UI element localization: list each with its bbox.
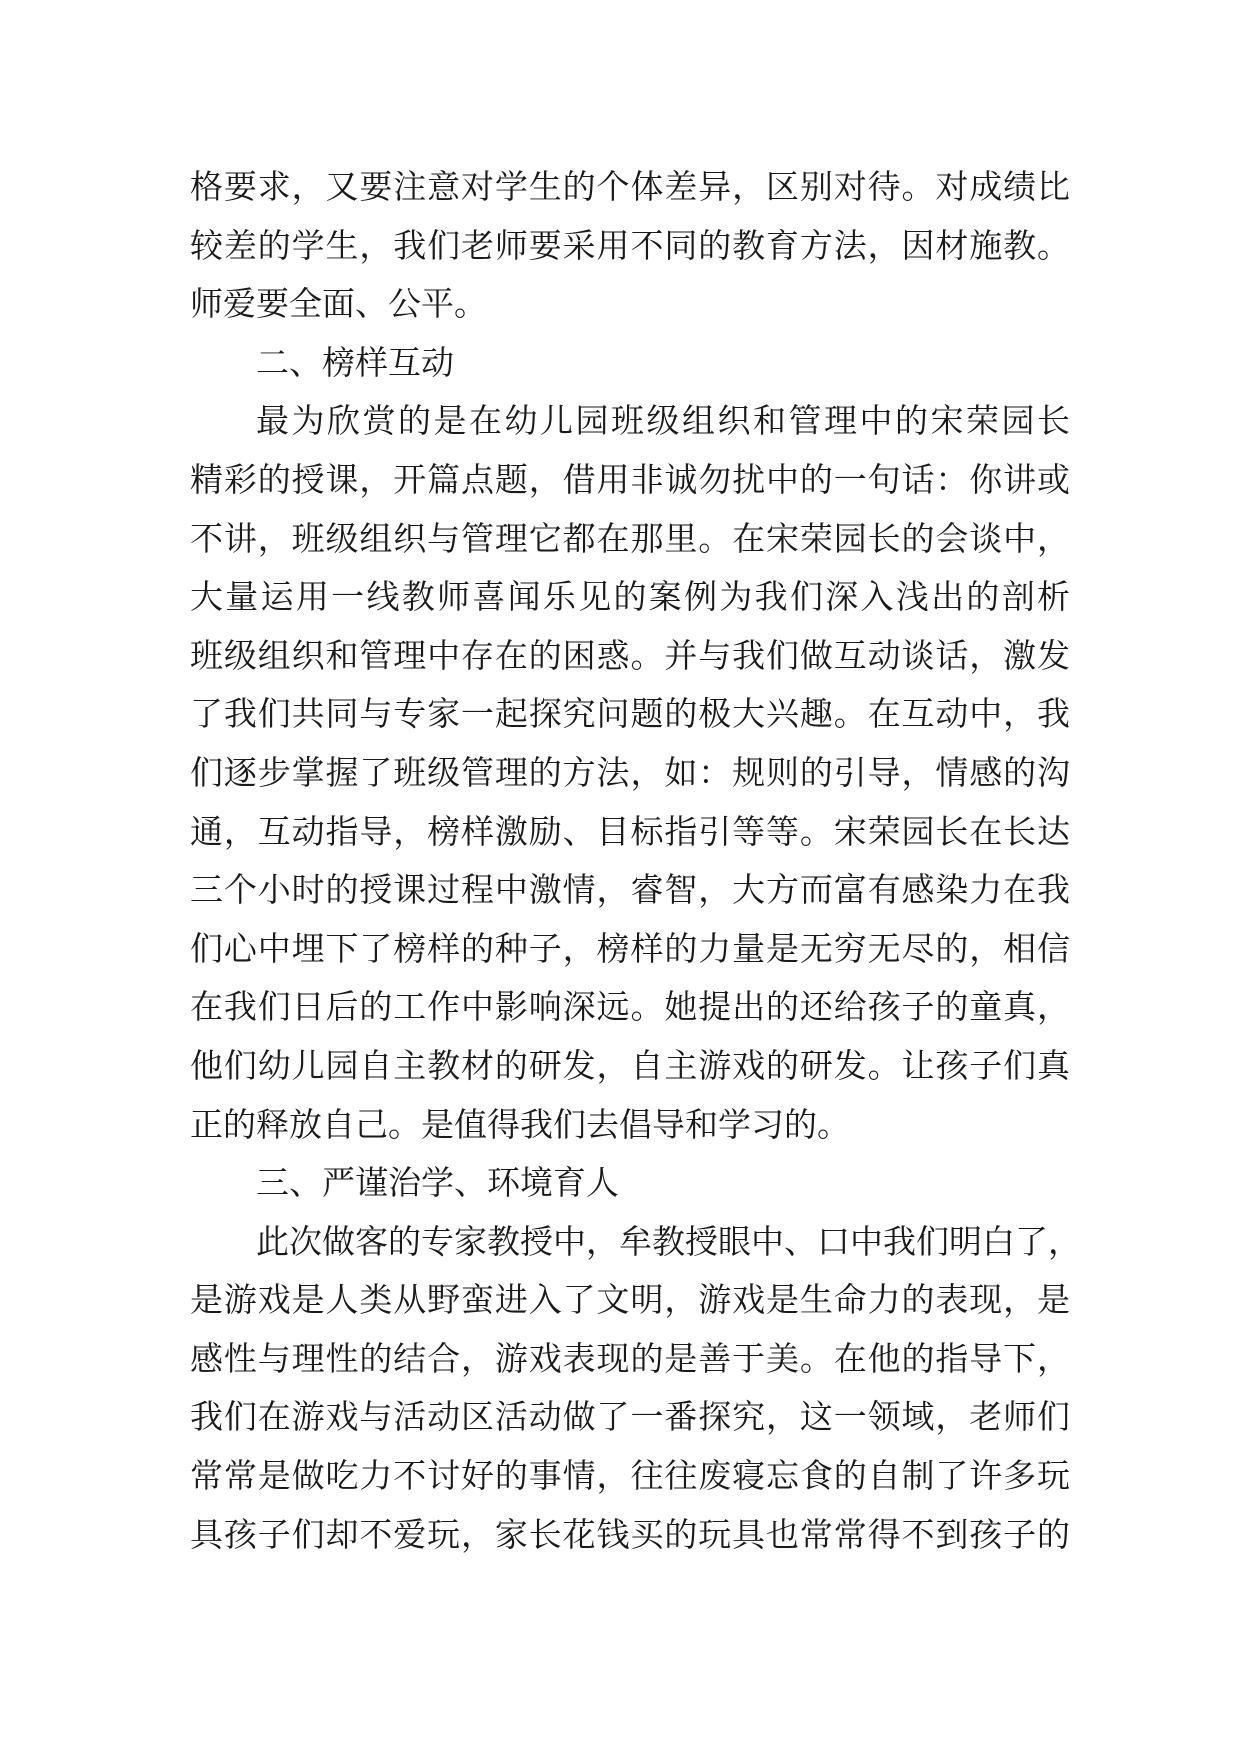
text-line: 格要求，又要注意对学生的个体差异，区别对待。对成绩比 <box>190 167 1070 206</box>
text-line: 是游戏是人类从野蛮进入了文明，游戏是生命力的表现，是 <box>190 1280 1070 1320</box>
text-line: 们心中埋下了榜样的种子，榜样的力量是无穷无尽的，相信 <box>190 928 1070 968</box>
text-line: 最为欣赏的是在幼儿园班级组织和管理中的宋荣园长 <box>256 401 1070 441</box>
text-line: 班级组织和管理中存在的困惑。并与我们做互动谈话，激发 <box>190 635 1070 675</box>
text-line: 精彩的授课，开篇点题，借用非诚勿扰中的一句话：你讲或 <box>190 459 1070 499</box>
text-line: 大量运用一线教师喜闻乐见的案例为我们深入浅出的剖析 <box>190 577 1070 617</box>
text-line: 感性与理性的结合，游戏表现的是善于美。在他的指导下， <box>190 1338 1070 1378</box>
body-text <box>190 158 1081 1564</box>
text-line: 们逐步掌握了班级管理的方法，如：规则的引导，情感的沟 <box>190 752 1070 792</box>
text-line: 他们幼儿园自主教材的研发，自主游戏的研发。让孩子们真 <box>190 1045 1070 1085</box>
text-line: 具孩子们却不爱玩，家长花钱买的玩具也常常得不到孩子的 <box>190 1514 1070 1554</box>
text-line: 三个小时的授课过程中激情，睿智，大方而富有感染力在我 <box>190 870 1070 910</box>
text-line: 不讲，班级组织与管理它都在那里。在宋荣园长的会谈中， <box>190 518 1070 558</box>
text-line: 我们在游戏与活动区活动做了一番探究，这一领域，老师们 <box>190 1397 1070 1437</box>
section-heading: 三、严谨治学、环境育人 <box>256 1163 619 1203</box>
text-line: 较差的学生，我们老师要采用不同的教育方法，因材施教。 <box>190 225 1070 265</box>
text-line: 了我们共同与专家一起探究问题的极大兴趣。在互动中，我 <box>190 694 1070 734</box>
section-heading: 二、榜样互动 <box>256 342 454 382</box>
text-line: 常常是做吃力不讨好的事情，往往废寝忘食的自制了许多玩 <box>190 1456 1070 1496</box>
text-line: 此次做客的专家教授中，牟教授眼中、口中我们明白了， <box>256 1221 1081 1261</box>
text-line: 通，互动指导，榜样激励、目标指引等等。宋荣园长在长达 <box>190 811 1070 851</box>
text-line: 在我们日后的工作中影响深远。她提出的还给孩子的童真， <box>190 987 1070 1027</box>
text-line: 师爱要全面、公平。 <box>190 284 487 324</box>
text-line: 正的释放自己。是值得我们去倡导和学习的。 <box>190 1104 850 1144</box>
